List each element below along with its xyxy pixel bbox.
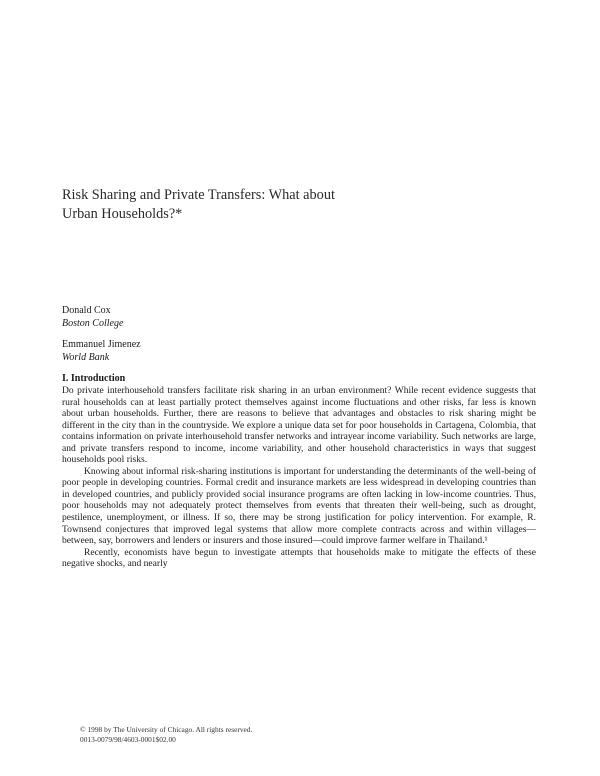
body-text [62, 385, 536, 570]
paragraph-2: Knowing about informal risk-sharing institutions is important for understanding the determinants of the well-being of poor people in developing countries. Formal credit and insurance markets are less widespread in developing countries than in developed countries, and publicly provided social insurance programs are often lacking in low-income countries. Thus, poor households may not adequately protect themselves from events that threaten their well-being, such as drought, pestilence, unemployment, or illness. If so, there may be strong justification for policy intervention. For example, R. Townsend conjectures that improved legal systems that allow more complete contracts across and within villages—between, say, borrowers and lenders or insurers and those insured—could improve farmer welfare in Thailand.¹ [62, 465, 536, 547]
copyright-notice: © 1998 by The University of Chicago. All rights reserved. [80, 725, 253, 734]
section-heading: I. Introduction [62, 373, 126, 384]
article-title [62, 186, 382, 224]
author-name: Donald Cox [62, 305, 111, 316]
footer [80, 725, 252, 744]
publication-code: 0013-0079/98/4603-0001$02.00 [80, 734, 176, 744]
author-name: Emmanuel Jimenez [62, 339, 141, 350]
author-block-1 [62, 305, 123, 330]
author-block-2 [62, 339, 141, 364]
title-line-1: Risk Sharing and Private Transfers: What about [62, 187, 335, 203]
author-affiliation: World Bank [62, 351, 110, 363]
paragraph-3: Recently, economists have begun to investigate attempts that households make to mitigate the effects of these negative shocks, and nearly [62, 546, 536, 570]
paragraph-1: Do private interhousehold transfers facilitate risk sharing in an urban environment? While recent evidence suggests that rural households can at least partially protect themselves against income fluctuations and other risks, far less is known about urban households. Further, there are reasons to believe that advantages and obstacles to risk sharing might be different in the city than in the countryside. We explore a unique data set for poor households in Cartagena, Colombia, that contains information on private interhousehold transfer networks and intrayear income variability. Such networks are large, and private transfers respond to income, income variability, and other household characteristics in ways that suggest households pool risks. [62, 385, 536, 466]
title-line-2: Urban Households?* [62, 206, 183, 222]
author-affiliation: Boston College [62, 317, 124, 329]
